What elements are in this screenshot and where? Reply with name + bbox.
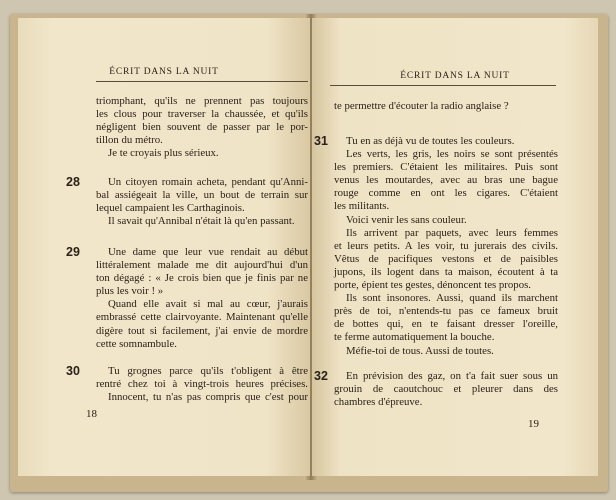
text-line: chambres d'épreuve. xyxy=(334,396,423,409)
text-line: Méfie-toi de tous. Aussi de toutes. xyxy=(346,344,494,357)
text-line: Tu en as déjà vu de toutes les couleurs. xyxy=(346,135,515,147)
entry-number: 29 xyxy=(66,245,80,259)
text-line: Un citoyen romain acheta, pendant qu'Anni- xyxy=(108,176,308,188)
text-line: Les verts, les gris, les noirs se sont présentés xyxy=(346,148,558,161)
entry-29 xyxy=(96,246,308,351)
text-line: Ils sont insonores. Aussi, quand ils marchent xyxy=(346,292,558,305)
text-line: venus les moutardes, avec au bras une bague xyxy=(334,174,558,187)
text-line: de bottes qui, en te faisant dresser l'oreille, xyxy=(334,318,558,331)
text-line: rentré chez toi à vingt-trois heures précises. xyxy=(96,378,308,391)
text-line: Tu grognes parce qu'ils t'obligent à être xyxy=(108,365,308,377)
text-line: digère tout si facilement, j'ai envie de mordre xyxy=(96,324,308,337)
page-number: 18 xyxy=(86,408,97,420)
text-line: Je te croyais plus sérieux. xyxy=(108,147,219,160)
text-line: grouin de caoutchouc et pleurer dans des xyxy=(334,383,558,396)
text-line: littéralement malade me dit aujourd'hui d'un xyxy=(96,259,308,272)
text-line: Innocent, tu n'as pas compris que c'est pour xyxy=(108,391,308,404)
text-line: les premiers. C'étaient les militaires. Puis sont xyxy=(334,161,558,174)
text-line: et leurs petits. A les voir, tu jurerais des civils. xyxy=(334,239,558,252)
running-head: ÉCRIT DANS LA NUIT xyxy=(400,71,510,81)
text-line: jupons, ils logent dans ta maison, écoutent à ta xyxy=(334,265,558,278)
text-line: Vêtus de pacifiques vestons et de paisibles xyxy=(334,252,558,265)
text-line: embrassé cette clairvoyante. Maintenant qu'elle xyxy=(96,311,308,324)
entry-number: 32 xyxy=(314,369,328,383)
text-line: Il savait qu'Annibal n'était là qu'en passant. xyxy=(108,215,295,228)
text-line: En prévision des gaz, on t'a fait suer sous un xyxy=(346,370,558,382)
left-page xyxy=(18,18,310,476)
running-head: ÉCRIT DANS LA NUIT xyxy=(109,67,219,77)
text-line: Une dame que leur vue rendait au début xyxy=(108,246,308,258)
entry-30 xyxy=(96,365,308,404)
text-line: les militants. xyxy=(334,200,390,213)
text-line: cette somnambule. xyxy=(96,337,177,350)
text-line: te ferme automatiquement la bouche. xyxy=(334,331,495,344)
text-line: Ils arrivent par paquets, avec leurs femmes xyxy=(346,226,558,239)
text-line: triomphant, qu'ils ne prennent pas toujours xyxy=(96,95,308,107)
entry-number: 28 xyxy=(66,175,80,189)
text-line: négligent bien souvent de passer par le por- xyxy=(96,121,308,134)
entry-28 xyxy=(96,176,308,228)
text-line: te permettre d'écouter la radio anglaise ? xyxy=(334,100,509,112)
entry-31 xyxy=(334,135,558,358)
text-line: près de toi, n'entends-tu pas ce fameux bruit xyxy=(334,305,558,318)
text-line: porte, épient tes gestes, dénoncent tes propos. xyxy=(334,279,531,292)
text-line: bal assiégeait la ville, un bout de terrain sur xyxy=(96,189,308,202)
entry-32 xyxy=(334,370,558,409)
text-line: tillon du métro. xyxy=(96,134,163,147)
header-rule xyxy=(96,81,308,82)
right-page xyxy=(312,18,598,476)
entry-number: 31 xyxy=(314,134,328,148)
text-line: Quand elle avait si mal au cœur, j'aurais xyxy=(108,298,308,311)
header-rule xyxy=(330,85,556,86)
entry-number: 30 xyxy=(66,364,80,378)
text-line: Voici venir les sans couleur. xyxy=(346,213,467,226)
page-number: 19 xyxy=(528,418,539,430)
continuation-paragraph xyxy=(334,100,558,113)
text-line: rouge comme en ont les cigares. C'étaient xyxy=(334,187,558,200)
text-line: ton dégagé : « Je crois bien que je finis par ne xyxy=(96,272,308,285)
text-line: les clous pour traverser la chaussée, et qu'ils xyxy=(96,108,308,121)
text-line: plus les voir ! » xyxy=(96,285,164,298)
text-line: lequel campaient les Carthaginois. xyxy=(96,202,245,215)
continuation-paragraph xyxy=(96,95,308,160)
